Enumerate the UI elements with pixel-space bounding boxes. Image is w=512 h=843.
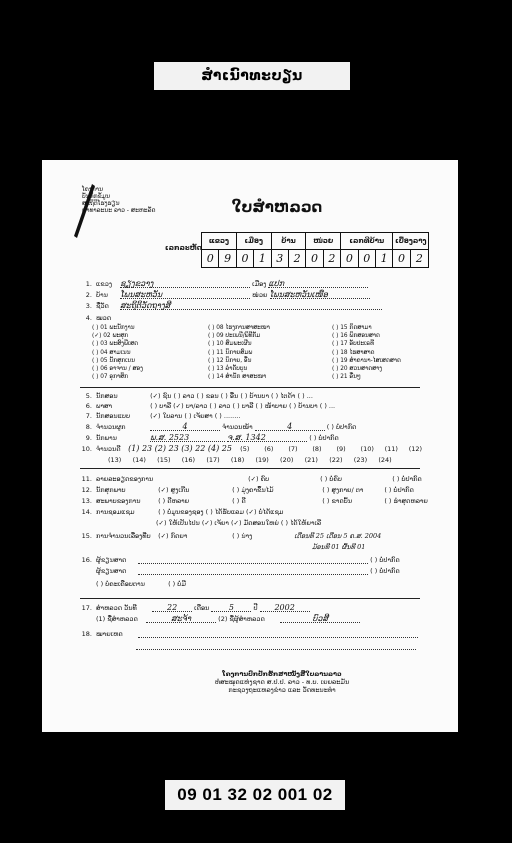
category-options-col3: [332, 324, 401, 381]
row-scribe-2: ຜູ້ຂຽນສາດ ( ) ບໍ່ປາກົດ: [96, 567, 400, 575]
option-item[interactable]: ( ) 21 ອື່ນໆ: [332, 374, 361, 381]
village-value: ໂພນສະຫວັນ: [120, 291, 250, 299]
row-remarks: 18. ໝາຍເຫດ: [80, 630, 418, 638]
grid-header: ເລກທີບ້ານ: [341, 233, 393, 249]
option-item[interactable]: ( ) 01 ພະນັກງານ: [92, 325, 135, 331]
divider: [80, 598, 420, 599]
row-material: 7. ນັກສອນແບບ (✓) ໃບລານ ( ) ເຈ້ຍສາ ( ) ........: [85, 412, 241, 420]
date-be: ພ.ສ. 2523: [150, 434, 225, 442]
grid-digit: 0: [202, 250, 219, 267]
option-item[interactable]: ( ) 19 ສຳຄານາ-ໄສເສດສາດ: [332, 357, 401, 364]
option-item[interactable]: (✓) 02 ພະສຸກ: [92, 333, 129, 340]
grid-digit: 1: [254, 250, 271, 267]
option-item[interactable]: ( ) 08 ໄຮງການສາສະໜາ: [208, 325, 270, 331]
row-repair-2: (✓) ໃຫ້ເປັນໄປນ (✓) ເຈ້ຍາ (✓) ມັດສອນໃຫຍ່ ( ) ໄດ້ໃຫ້ຍາເລີ: [156, 519, 322, 527]
option-item[interactable]: ( ) 12 ນິກາຍ, ອື່ນ: [208, 357, 252, 364]
divider: [80, 387, 420, 388]
organization-block: [82, 186, 172, 214]
grid-digit: 2: [415, 252, 423, 265]
row-scribe-3: ( ) ບໍ່ຄະເຄືອບຕານ ( ) ບໍ່ມີ: [96, 580, 186, 588]
row-condition-b: 13. ສະພາບຂອງການ ( ) ດີຫລາຍ ( ) ດີ ( ) ຂາດບົ້ນ ( ) ຮຳສຸດຫລາຍ: [81, 497, 428, 505]
grid-digit: 3: [272, 250, 289, 267]
grid-header: ໜ່ວຍ: [306, 233, 341, 249]
org-line: ສະຖິຕິໂຮງຮຽນ: [82, 200, 120, 207]
row-counts: 8. ຈຳນວນຜູກ 4 ຈຳນວນໜ້າ 4 ( ) ບໍ່ປາກົດ: [85, 422, 357, 431]
option-item[interactable]: ( ) 15 ກິດສາມາ: [332, 325, 372, 331]
row-language: 6. ພາສາ ( ) ບາລີ (✓) ບາ/ລາວ ( ) ລາວ ( ) ບາລີ ( ) ໜ້າບາຍ ( ) ບ້ານບາ ( ) ...: [85, 402, 336, 410]
grid-digit: 0: [393, 250, 410, 267]
option-item[interactable]: ( ) 10 ສົມພະເຜີນ: [208, 341, 252, 348]
row-temple: 3. ຊື່ວັດ ສະຖິຕິວັດຖາງສີ: [80, 302, 382, 310]
row-leaf-numbers: (13) (14) (15) (16) (17) (18) (19) (20) (21) (22) (23) (24): [108, 456, 392, 464]
grid-header: ບ້ານ: [272, 233, 307, 249]
option-item[interactable]: ( ) 07 ອຸກາສິກ: [92, 374, 129, 381]
option-item[interactable]: ( ) 17 ອັບປະເຣທີ: [332, 341, 374, 348]
footer-code-label: 09 01 32 02 001 02: [165, 780, 345, 810]
row-remarks-2: [136, 642, 416, 650]
grid-digit: 2: [289, 250, 306, 267]
leaf-counts-value: (1) 23 (2) 23 (3) 22 (4) 25: [128, 444, 232, 453]
row-filming: 15. ການຈຳນວນເລື່ອງທີ່ບ (✓) ກົດຍາ ( ) ນ່າງ ເດືອນທີ 25 ເດືອນ 5 ຄ.ສ. 2004: [81, 532, 382, 540]
option-item[interactable]: ( ) 16 ພິກສອນສາດ: [332, 333, 380, 340]
option-item[interactable]: ( ) 05 ນັກສຸກເນນ: [92, 357, 135, 364]
row-province: 1. ແຂວງ ຊຽງຂວາງ ເມືອງ ແປກ: [80, 280, 368, 288]
grid-digit: 0: [306, 250, 323, 267]
row-survey-date: 17. ສຳຫລວດ ວັນທີ 22 ເດືອນ 5 ປີ 2002: [80, 604, 310, 612]
row-filming-roll: ມ້ອນທີ 01 ຜົ້ນທີ 01: [312, 543, 366, 551]
survey-form-sheet: [42, 160, 458, 732]
divider: [80, 468, 420, 469]
grid-header: ເມືອງ: [237, 233, 272, 249]
row-leaf-counts: 10. ຈຳນວນດີ (1) 23 (2) 23 (3) 22 (4) 25 (5) (6) (7) (8) (9) (10) (11) (12): [81, 444, 423, 453]
grid-header: ເບື້ອງລາງ: [395, 237, 427, 245]
grid-digit: 2: [324, 250, 341, 267]
option-item[interactable]: ( ) 13 ລຳດັບບຸນ: [208, 365, 248, 372]
row-completeness: 11. ລາຍລະອຽດຂອງການ (✓) ຄົບ ( ) ບໍ່ຄົບ ( ) ບໍ່ປາກົດ: [81, 475, 422, 483]
category-options-col2: [208, 324, 270, 381]
code-label: ເລກລະຫັດ: [165, 244, 202, 252]
form-title: ໃບສຳຫລວດ: [231, 198, 323, 216]
row-village: 2. ບ້ານ ໂພນສະຫວັນ ໜ່ວຍ ໂພນສະຫວັນເໜືອ: [80, 291, 370, 299]
code-grid: [201, 232, 429, 268]
option-item[interactable]: ( ) 06 ອາຈານ / ສອງ: [92, 365, 143, 372]
grid-digit: 0: [359, 250, 376, 267]
grid-digit: 0: [237, 250, 254, 267]
district-value: ແປກ: [268, 280, 368, 288]
org-line: ໂຄງການ: [82, 186, 103, 193]
org-line: ສາທາລະນະ ລາວ - ສະຫະລັດ: [82, 207, 156, 214]
checker-name: ບົວສີ: [280, 615, 360, 623]
org-line: ບັນທຶກຂໍ້ມູນ: [82, 193, 110, 200]
survey-year: 2002: [260, 604, 310, 612]
unit-value: ໂພນສະຫວັນເໜືອ: [270, 291, 370, 299]
option-item[interactable]: ( ) 04 ສາມເນນ: [92, 349, 131, 356]
temple-value: ສະຖິຕິວັດຖາງສີ: [120, 302, 382, 310]
grid-digit: 9: [219, 250, 236, 267]
row-date-written: 9. ນັກພານ ພ.ສ. 2523 ຈ.ສ. 1342 ( ) ບໍ່ປາກົດ: [85, 433, 339, 442]
row-condition-a: 12. ນັກສຸກພາບ (✓) ສູງເກີນ ( ) ມຸ່ງຄາຂຶ້ນໄມ້ ( ) ສູງກາຍ/ ຕາ ( ) ບໍ່ປາກົດ: [81, 486, 414, 494]
fascicle-count: 4: [150, 423, 220, 431]
date-cs: ຈ.ສ. 1342: [227, 434, 307, 442]
province-value: ຊຽງຂວາງ: [120, 280, 250, 288]
row-scribe: 16. ຜູ້ຂຽນສາດ ( ) ບໍ່ປາກົດ: [81, 556, 400, 564]
grid-digit: 1: [376, 250, 393, 267]
row-script: 5. ນັກສອນ (✓) ຊົນ ( ) ລາວ ( ) ຂອນ ( ) ອື່ນ ( ) ບ້ານບາ ( ) ໄຕດ້າ ( ) ...: [85, 392, 313, 400]
grid-header: ແຂວງ: [202, 233, 237, 249]
surveyor-name: ສະຈ້າ: [146, 615, 216, 623]
option-item[interactable]: ( ) 03 ພະສົງພີເສດ: [92, 341, 139, 348]
option-item[interactable]: ( ) 11 ນິກາຍສົມພ: [208, 349, 253, 356]
grid-digit: 0: [341, 250, 358, 267]
option-item[interactable]: ( ) 09 ປະເພນີ/ພິທີກັມ: [208, 333, 261, 340]
option-item[interactable]: ( ) 14 ສຳນັກ ສາສະໜາ: [208, 374, 267, 381]
option-item[interactable]: ( ) 18 ໄຮສາສາດ: [332, 349, 375, 356]
survey-day: 22: [152, 604, 192, 612]
row-category: 4. ໝວດ: [85, 314, 112, 322]
survey-month: 5: [211, 604, 251, 612]
row-repair: 14. ການຊອມແຊມ ( ) ບໍ່ມູນຂອງຊອງ ( ) ໄດ້ຮັບແລມ (✓) ບໍ່ໄດ້ແຊມ: [81, 508, 284, 516]
page-count: 4: [255, 423, 325, 431]
option-item[interactable]: ( ) 20 ສວນສາດສາງ: [332, 365, 383, 372]
form-footer: ໂຄງການປົກປັກຮັກສາໜັງສືໃບລານລາວ ຫໍສະໝຸດແຫ່ງຊາດ ສ.ປ.ປ. ລາວ - ທ.ບ. ເຍຍລະມັນ ກະຊວງຖະແຫລງຂ່າວ ແລະ ວັດທະນະທຳ: [214, 670, 350, 694]
row-surveyor: (1) ຊື່ສຳຫລວດ ສະຈ້າ (2) ຊື່ຜູ້ສຳຫລວດ ບົວສີ: [96, 615, 360, 623]
header-label: ສຳເນົາທະບຽນ: [154, 62, 350, 90]
category-options-col1: [92, 324, 143, 381]
